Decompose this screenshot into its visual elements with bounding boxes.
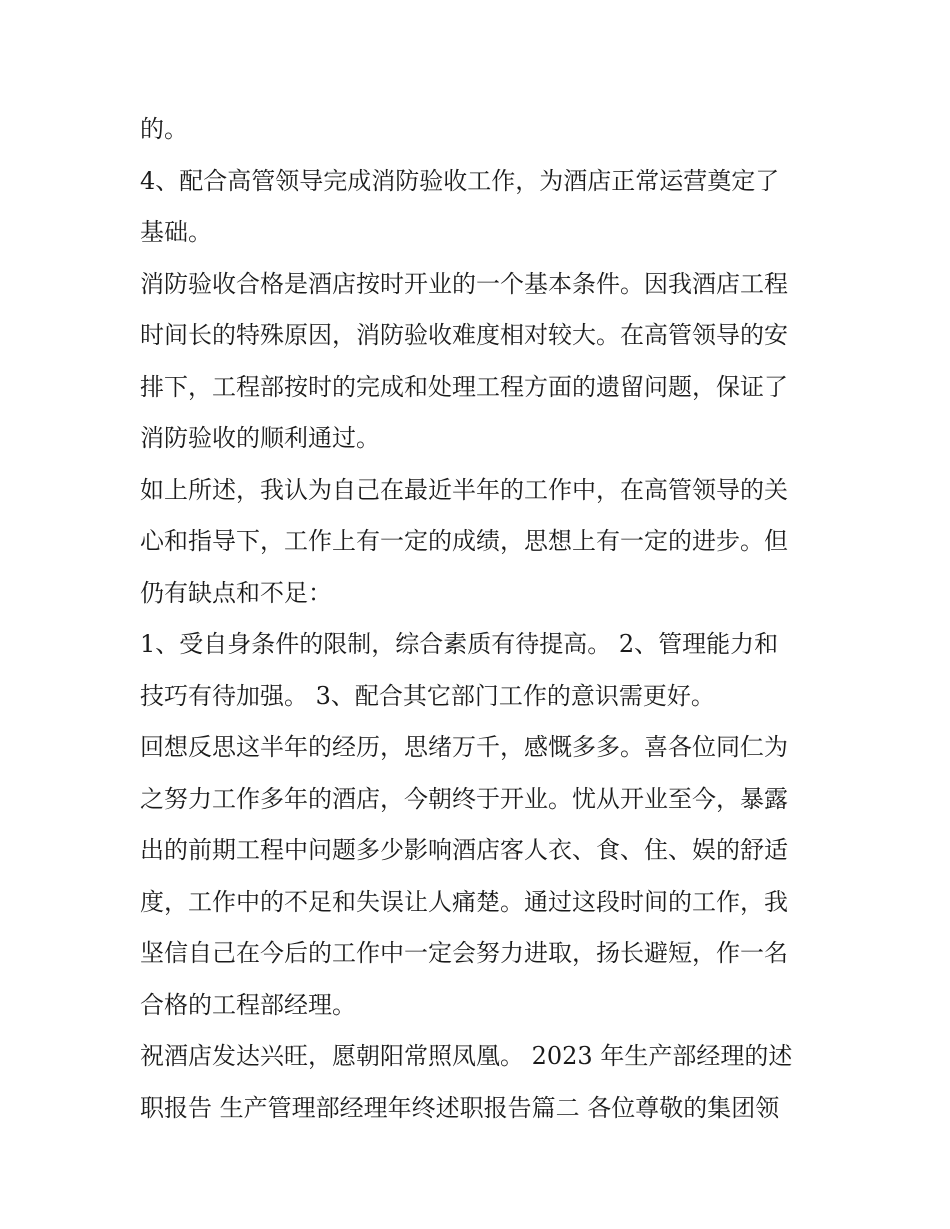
text-line: 4、配合高管领导完成消防验收工作，为酒店正常运营奠定了 bbox=[140, 166, 780, 195]
text-line: 排下，工程部按时的完成和处理工程方面的遗留问题，保证了 bbox=[140, 372, 788, 401]
text-line: 合格的工程部经理。 bbox=[140, 990, 356, 1019]
text-line: 如上所述，我认为自己在最近半年的工作中，在高管领导的关 bbox=[140, 475, 788, 504]
text-line: 消防验收合格是酒店按时开业的一个基本条件。因我酒店工程 bbox=[140, 269, 788, 298]
text-line: 仍有缺点和不足： bbox=[140, 578, 332, 607]
text-line: 祝酒店发达兴旺，愿朝阳常照凤凰。 2023 年生产部经理的述 bbox=[140, 1042, 793, 1070]
text-line: 时间长的特殊原因，消防验收难度相对较大。在高管领导的安 bbox=[140, 321, 788, 349]
text-line: 职报告 生产管理部经理年终述职报告篇二 各位尊敬的集团领 bbox=[140, 1093, 780, 1122]
text-line: 出的前期工程中问题多少影响酒店客人衣、食、住、娱的舒适 bbox=[140, 836, 788, 864]
text-line: 心和指导下，工作上有一定的成绩，思想上有一定的进步。但 bbox=[140, 527, 788, 555]
text-line: 的。 bbox=[140, 115, 188, 143]
text-line: 度，工作中的不足和失误让人痛楚。通过这段时间的工作，我 bbox=[140, 887, 788, 916]
text-line: 坚信自己在今后的工作中一定会努力进取，扬长避短，作一名 bbox=[140, 939, 788, 967]
text-line: 1、受自身条件的限制，综合素质有待提高。 2、管理能力和 bbox=[140, 630, 779, 658]
document-body bbox=[140, 104, 816, 1134]
text-line: 技巧有待加强。 3、配合其它部门工作的意识需更好。 bbox=[140, 681, 715, 710]
text-line: 之努力工作多年的酒店，今朝终于开业。忧从开业至今，暴露 bbox=[140, 784, 788, 813]
text-line: 消防验收的顺利通过。 bbox=[140, 424, 380, 452]
text-line: 基础。 bbox=[140, 218, 212, 246]
text-line: 回想反思这半年的经历，思绪万千，感慨多多。喜各位同仁为 bbox=[140, 733, 788, 761]
